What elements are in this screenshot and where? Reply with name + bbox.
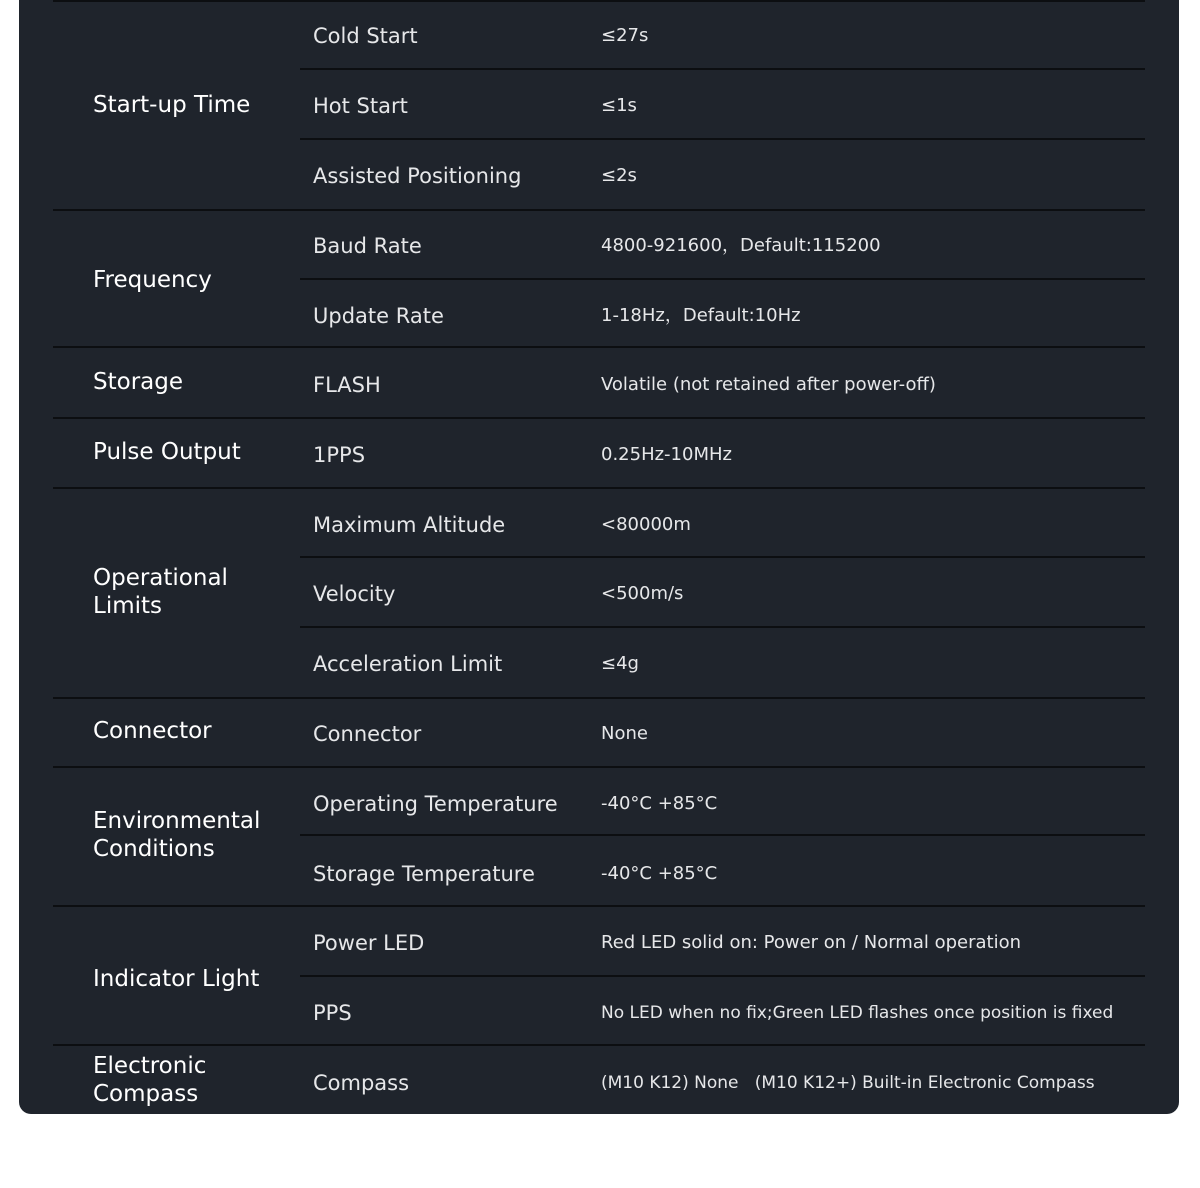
parameter-label: Power LED xyxy=(313,931,425,955)
spec-group-startup-time xyxy=(19,0,1179,210)
parameter-value: Volatile (not retained after power-off) xyxy=(601,374,936,395)
category-label: Operational Limits xyxy=(93,565,228,619)
parameter-value: -40°C +85°C xyxy=(601,863,718,884)
parameter-value: (M10 K12) None (M10 K12+) Built-in Electronic Compass xyxy=(601,1073,1095,1093)
parameter-label: Assisted Positioning xyxy=(313,164,522,188)
category-label: Storage xyxy=(93,369,183,395)
parameter-value: ≤1s xyxy=(601,95,637,116)
row-divider xyxy=(300,975,1145,977)
parameter-value: 1-18Hz，Default:10Hz xyxy=(601,305,801,326)
parameter-label: Compass xyxy=(313,1071,410,1095)
parameter-value: Red LED solid on: Power on / Normal operation xyxy=(601,932,1021,953)
spec-group-pulse-output xyxy=(19,418,1179,488)
spec-group-operational-limits xyxy=(19,488,1179,697)
parameter-value: ≤4g xyxy=(601,653,639,674)
parameter-label: Acceleration Limit xyxy=(313,652,503,676)
row-divider xyxy=(300,834,1145,836)
spec-group-environmental-conditions xyxy=(19,767,1179,906)
category-label: Frequency xyxy=(93,267,212,293)
spec-group-frequency xyxy=(19,210,1179,347)
spec-group-indicator-light xyxy=(19,906,1179,1045)
parameter-value: No LED when no fix;Green LED flashes once position is fixed xyxy=(601,1003,1114,1023)
category-label: Environmental Conditions xyxy=(93,808,261,862)
parameter-label: Velocity xyxy=(313,582,396,606)
parameter-label: Connector xyxy=(313,722,422,746)
parameter-value: <500m/s xyxy=(601,583,684,604)
category-label: Indicator Light xyxy=(93,966,260,992)
parameter-label: Maximum Altitude xyxy=(313,513,506,537)
parameter-label: Cold Start xyxy=(313,24,418,48)
parameter-value: -40°C +85°C xyxy=(601,793,718,814)
row-divider xyxy=(300,626,1145,628)
row-divider xyxy=(300,138,1145,140)
category-label: Electronic Compass xyxy=(93,1053,207,1107)
parameter-value: ≤2s xyxy=(601,165,637,186)
category-label: Connector xyxy=(93,718,212,744)
parameter-value: None xyxy=(601,723,648,744)
spec-group-storage xyxy=(19,347,1179,417)
parameter-value: <80000m xyxy=(601,514,691,535)
parameter-label: FLASH xyxy=(313,373,381,397)
parameter-label: Update Rate xyxy=(313,304,444,328)
category-label: Pulse Output xyxy=(93,439,241,465)
parameter-label: Baud Rate xyxy=(313,234,422,258)
parameter-label: 1PPS xyxy=(313,443,366,467)
spec-group-electronic-compass xyxy=(19,1045,1179,1114)
parameter-label: Storage Temperature xyxy=(313,862,535,886)
spec-table xyxy=(19,0,1179,1114)
row-divider xyxy=(300,278,1145,280)
spec-group-connector xyxy=(19,698,1179,767)
parameter-label: Hot Start xyxy=(313,94,408,118)
category-label: Start-up Time xyxy=(93,92,251,118)
parameter-label: Operating Temperature xyxy=(313,792,558,816)
row-divider xyxy=(300,68,1145,70)
parameter-value: 0.25Hz-10MHz xyxy=(601,444,732,465)
row-divider xyxy=(300,556,1145,558)
parameter-value: 4800-921600，Default:115200 xyxy=(601,235,881,256)
parameter-label: PPS xyxy=(313,1001,352,1025)
parameter-value: ≤27s xyxy=(601,25,649,46)
